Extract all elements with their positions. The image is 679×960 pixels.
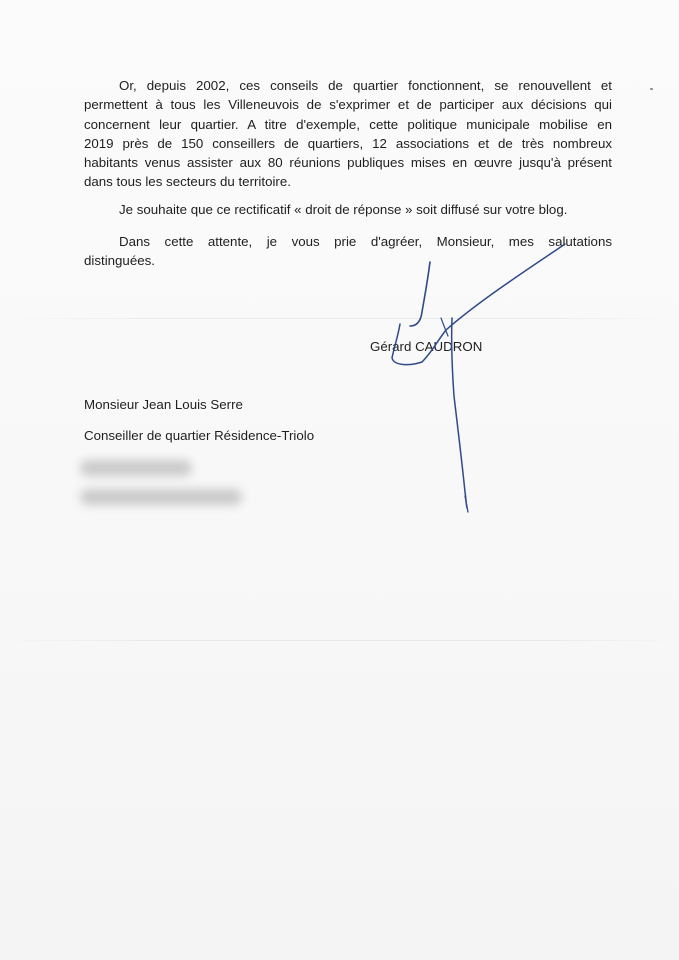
letter-paragraph-2 bbox=[84, 200, 612, 219]
signer-name: Gérard CAUDRON bbox=[370, 339, 483, 354]
paragraph-line: Je souhaite que ce rectificatif « droit de réponse » soit diffusé sur votre blog. bbox=[119, 202, 568, 217]
signature-strokes bbox=[392, 244, 565, 512]
letter-paragraph-3 bbox=[84, 232, 612, 271]
paragraph-line: 2019 près de 150 conseillers de quartiers, 12 associations et de très nombreux bbox=[84, 135, 612, 151]
recipient-title: Conseiller de quartier Résidence-Triolo bbox=[84, 428, 315, 443]
paragraph-line: distinguées. bbox=[84, 253, 155, 269]
redacted-address-line bbox=[80, 489, 242, 505]
paragraph-line: habitants venus assister aux 80 réunions publiques mises en œuvre jusqu'à présent bbox=[84, 155, 612, 171]
paragraph-line: permettent à tous les Villeneuvois de s'exprimer et de participer aux décisions qui bbox=[84, 97, 612, 113]
paragraph-line: concernent leur quartier. A titre d'exemple, cette politique municipale mobilise en bbox=[84, 116, 612, 132]
redacted-address-line bbox=[80, 460, 192, 476]
paragraph-line: dans tous les secteurs du territoire. bbox=[84, 174, 291, 190]
letter-paragraph-1 bbox=[84, 76, 612, 192]
paragraph-line: Or, depuis 2002, ces conseils de quartier fonctionnent, se renouvellent et bbox=[119, 78, 612, 93]
paper-fold-line bbox=[0, 318, 679, 319]
paper-fold-line bbox=[0, 640, 679, 641]
paper-speck bbox=[650, 88, 653, 90]
paragraph-line: Dans cette attente, je vous prie d'agréer, Monsieur, mes salutations bbox=[119, 234, 612, 249]
recipient-name: Monsieur Jean Louis Serre bbox=[84, 397, 243, 412]
